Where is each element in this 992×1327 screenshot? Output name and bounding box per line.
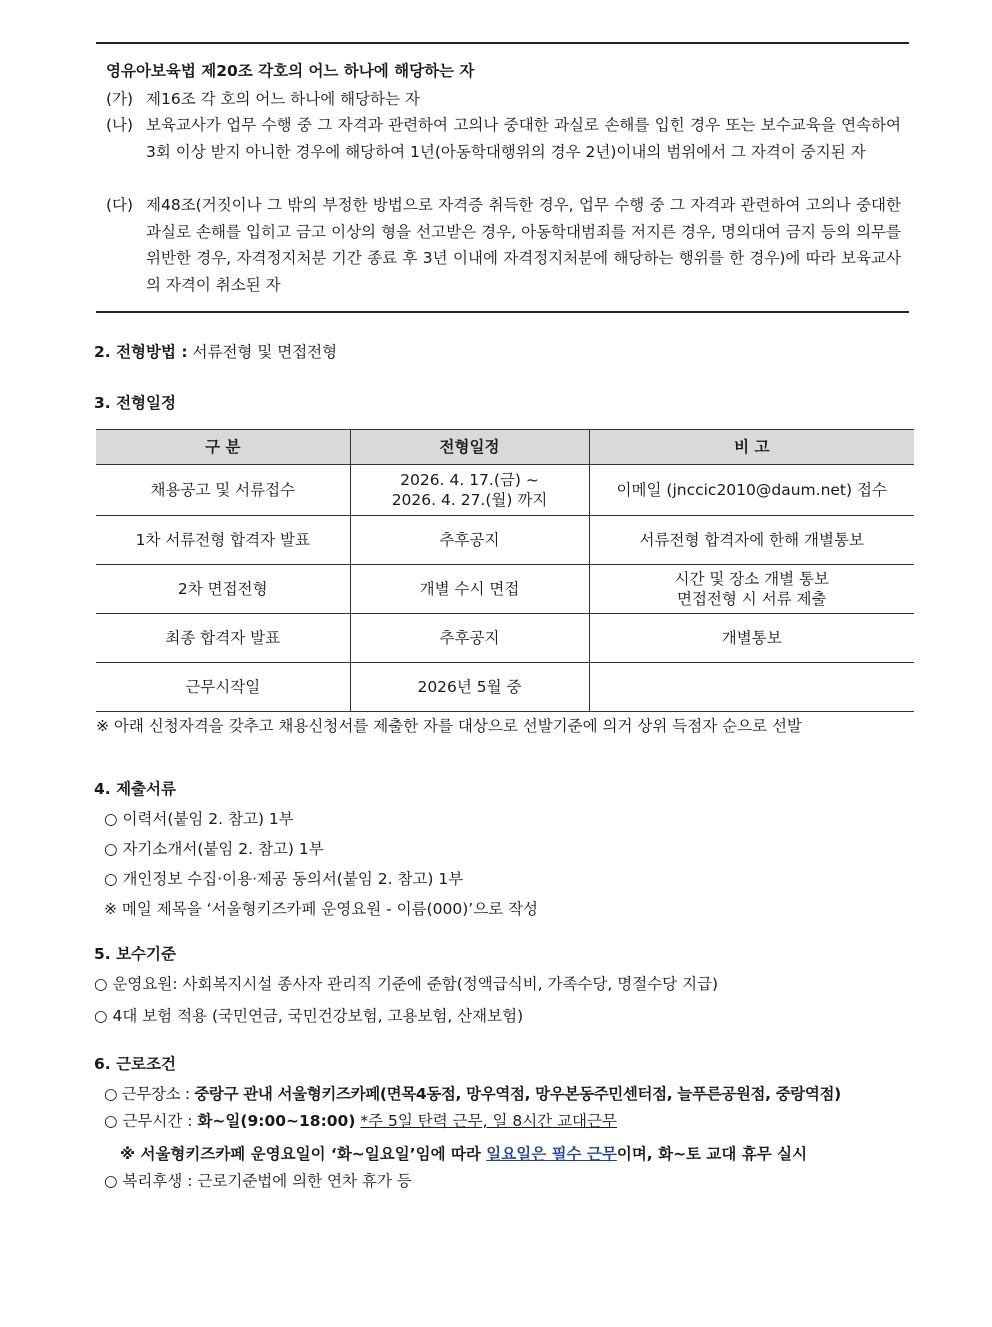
notice-part-a: ※ 서울형키즈카페 운영요일이 ‘화~일요일’임에 따라 (120, 1145, 487, 1163)
table-row (96, 516, 914, 565)
schedule-header-row (96, 430, 914, 465)
cell-remarks (589, 663, 914, 712)
list-item: ○ 자기소개서(붙임 2. 참고) 1부 (104, 840, 324, 858)
cell-remarks-line1: 시간 및 장소 개별 통보 (674, 570, 829, 588)
cell-schedule: 추후공지 (350, 614, 589, 663)
cell-schedule (350, 465, 589, 516)
cell-category: 1차 서류전형 합격자 발표 (96, 516, 350, 565)
cell-category: 근무시작일 (96, 663, 350, 712)
item-text: 제48조(거짓이나 그 밖의 부정한 방법으로 자격증 취득한 경우, 업무 수행 중 그 자격과 관련하여 고의나 중대한 과실로 손해를 입히고 금고 이상의 형을 선고받은 경우, 아동학대범죄를 저지른 경우, 명의대여 금지 등의 의무를 위반한 경우, 자격정지처분 기간 종료 후 3년 이내에 자격정지처분에 해당하는 행위를 한 경우)에 따라 보육교사의 자격이 취소된 자 (146, 196, 901, 294)
item-label: (다) (106, 196, 134, 214)
disqualification-item-ga (106, 86, 901, 113)
cell-category: 최종 합격자 발표 (96, 614, 350, 663)
list-item: ○ 4대 보험 적용 (국민연금, 국민건강보험, 고용보험, 산재보험) (94, 1007, 524, 1025)
notice-part-c: 이며, 화~토 교대 휴무 실시 (616, 1145, 808, 1163)
cell-schedule-line1: 2026. 4. 17.(금) ~ (400, 471, 539, 489)
list-item: ○ 이력서(붙임 2. 참고) 1부 (104, 810, 294, 828)
box-bottom-rule (96, 311, 909, 313)
table-row (96, 565, 914, 614)
cell-remarks: 개별통보 (589, 614, 914, 663)
header-category: 구 분 (96, 430, 350, 465)
header-schedule: 전형일정 (350, 430, 589, 465)
disqualification-item-da (106, 192, 901, 298)
cell-remarks: 서류전형 합격자에 한해 개별통보 (589, 516, 914, 565)
header-remarks: 비 고 (589, 430, 914, 465)
cell-remarks-line2: 면접전형 시 서류 제출 (676, 590, 827, 608)
cell-category: 2차 면접전형 (96, 565, 350, 614)
cell-schedule: 추후공지 (350, 516, 589, 565)
schedule-note: ※ 아래 신청자격을 갖추고 채용신청서를 제출한 자를 대상으로 선발기준에 의거 상위 득점자 순으로 선발 (96, 717, 802, 735)
table-row (96, 663, 914, 712)
section4-heading: 4. 제출서류 (94, 780, 176, 798)
disqualification-title: 영유아보육법 제20조 각호의 어느 하나에 해당하는 자 (106, 62, 475, 80)
section6-heading: 6. 근로조건 (94, 1055, 176, 1073)
cell-schedule-line2: 2026. 4. 27.(월) 까지 (391, 491, 548, 509)
welfare: ○ 복리후생 : 근로기준법에 의한 연차 휴가 등 (104, 1172, 412, 1190)
list-item: ○ 개인정보 수집·이용·제공 동의서(붙임 2. 참고) 1부 (104, 870, 464, 888)
section3-heading: 3. 전형일정 (94, 394, 176, 412)
work-place (104, 1084, 841, 1104)
work-time-note: *주 5일 탄력 근무, 일 8시간 교대근무 (360, 1112, 617, 1130)
work-place-value: 중랑구 관내 서울형키즈카페(면목4동점, 망우역점, 망우본동주민센터점, 늘푸른공원점, 중랑역점) (194, 1085, 841, 1103)
disqualification-item-na (106, 112, 901, 165)
section5-heading: 5. 보수기준 (94, 945, 176, 963)
item-label: (나) (106, 116, 134, 134)
section2-text: 서류전형 및 면접전형 (192, 343, 338, 361)
work-time-label: ○ 근무시간 : (104, 1112, 193, 1130)
schedule-table (96, 429, 914, 712)
work-time (104, 1111, 617, 1131)
item-text: 보육교사가 업무 수행 중 그 자격과 관련하여 고의나 중대한 과실로 손해를 입힌 경우 또는 보수교육을 연속하여 3회 이상 받지 아니한 경우에 해당하여 1년(아동학대행위의 경우 2년)이내의 범위에서 그 자격이 중지된 자 (146, 116, 901, 161)
section2-heading: 2. 전형방법 : (94, 343, 188, 361)
notice-sunday-required: 일요일은 필수 근무 (486, 1145, 617, 1163)
section2 (94, 342, 337, 362)
cell-schedule: 2026년 5월 중 (350, 663, 589, 712)
operating-day-notice (120, 1144, 807, 1164)
list-item: ○ 운영요원: 사회복지시설 종사자 관리직 기준에 준함(정액급식비, 가족수당, 명절수당 지급) (94, 975, 719, 993)
cell-category: 채용공고 및 서류접수 (96, 465, 350, 516)
section4-note: ※ 메일 제목을 ‘서울형키즈카페 운영요원 - 이름(000)’으로 작성 (104, 900, 539, 918)
cell-remarks: 이메일 (jnccic2010@daum.net) 접수 (589, 465, 914, 516)
item-text: 제16조 각 호의 어느 하나에 해당하는 자 (146, 90, 420, 108)
box-top-rule (96, 42, 909, 44)
cell-remarks (589, 565, 914, 614)
work-time-value: 화~일(9:00~18:00) (197, 1112, 356, 1130)
table-row (96, 465, 914, 516)
table-row (96, 614, 914, 663)
item-label: (가) (106, 90, 134, 108)
cell-schedule: 개별 수시 면접 (350, 565, 589, 614)
work-place-label: ○ 근무장소 : (104, 1085, 190, 1103)
